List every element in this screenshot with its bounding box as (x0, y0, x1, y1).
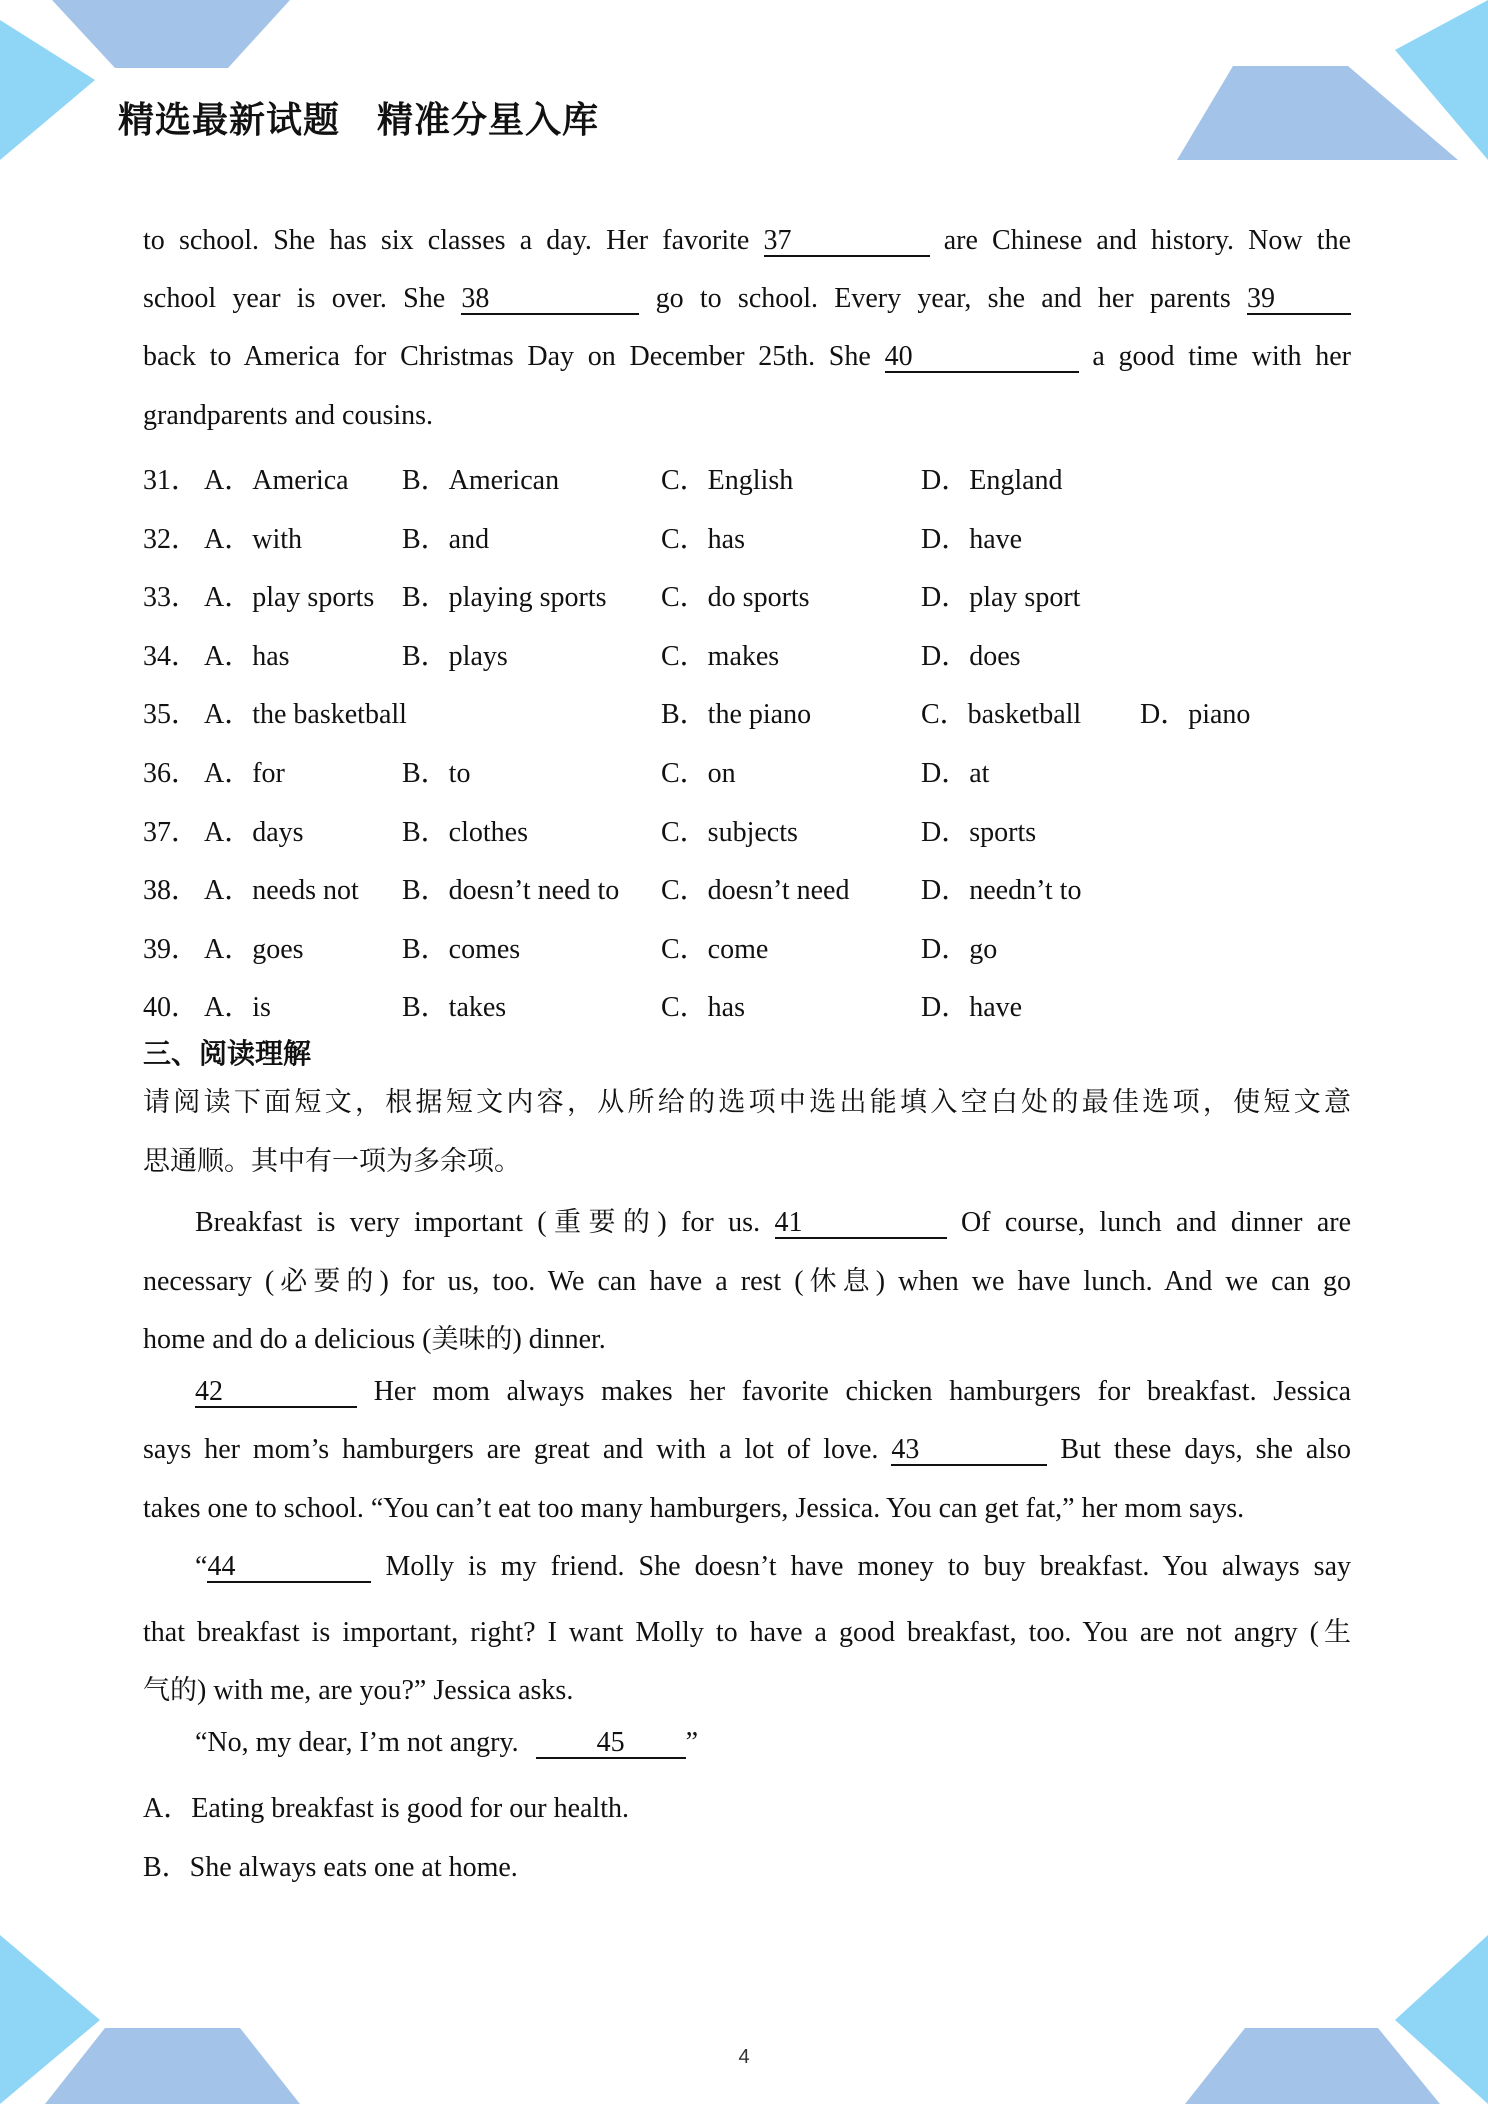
reading-gloss: 生 (1318, 1617, 1351, 1648)
option-d: D．have (921, 523, 1023, 555)
passage-text: school year is over. She (143, 283, 446, 314)
passage-line: grandparents and cousins. (143, 400, 434, 431)
passage-text: back to America for Christmas Day on December 25th. She (143, 341, 871, 372)
option-d: D．England (921, 465, 1063, 496)
top-left-triangle (0, 20, 95, 160)
reading-text: ) with me, are you?” Jessica asks. (197, 1675, 574, 1706)
reading-line (143, 1610, 1351, 1649)
passage-line (143, 225, 1351, 257)
reading-text: ) when we have lunch. And we can go (875, 1266, 1352, 1297)
option-c: C．makes (661, 640, 780, 672)
option-b: B．and (402, 523, 490, 555)
reading-line (195, 1551, 1351, 1583)
option-c: C．doesn’t need (661, 875, 850, 907)
option-c: C．English (661, 465, 794, 496)
option-a: A．America (204, 465, 349, 496)
reading-gloss: 休息 (803, 1266, 876, 1297)
option-b: B．doesn’t need to (402, 875, 620, 907)
reading-text: says her mom’s hamburgers are great and with a lot of love. (143, 1434, 879, 1465)
blank-43: 43 (891, 1435, 1047, 1466)
option-c: C．has (661, 523, 746, 555)
reading-text: Breakfast is very important ( (195, 1207, 547, 1238)
option-b: B．playing sports (402, 582, 607, 614)
option-a: A．goes (204, 933, 304, 965)
reading-text: “No, my dear, I’m not angry. (195, 1727, 519, 1758)
reading-line (195, 1200, 1351, 1239)
reading-text: But these days, she also (1060, 1434, 1352, 1465)
option-a: A．is (204, 992, 271, 1024)
option-row (143, 692, 1351, 732)
option-row (143, 751, 1351, 791)
option-d: D．piano (1140, 699, 1251, 731)
option-b: B．comes (402, 933, 521, 965)
question-number: 38． (143, 875, 200, 907)
reading-text: Molly is my friend. She doesn’t have money to buy breakfast. You always say (385, 1551, 1352, 1582)
instruction-line: 请阅读下面短文，根据短文内容，从所给的选项中选出能填入空白处的最佳选项，使短文意 (143, 1087, 1351, 1118)
option-c: C．has (661, 992, 746, 1024)
reading-line (195, 1376, 1351, 1408)
option-d: D．sports (921, 816, 1037, 848)
reading-text: that breakfast is important, right? I want Molly to have a good breakfast, too. You are not angry ( (143, 1617, 1319, 1648)
reading-gloss: 气的 (143, 1675, 197, 1706)
question-number: 40． (143, 992, 200, 1024)
instruction-line: 思通顺。其中有一项为多余项。 (143, 1146, 521, 1177)
question-number: 36． (143, 758, 200, 789)
option-b: B．plays (402, 640, 508, 672)
reading-line (195, 1727, 698, 1759)
option-b: B．to (402, 758, 471, 789)
option-a: A．days (204, 816, 304, 848)
passage-line (143, 341, 1351, 373)
option-row (143, 575, 1351, 615)
option-a: A．play sports (204, 582, 375, 614)
reading-text: ) for us. (657, 1207, 761, 1238)
question-number: 39． (143, 933, 200, 965)
option-a: A．the basketball (204, 699, 407, 731)
question-number: 33． (143, 582, 200, 614)
blank-45: 45 (536, 1728, 686, 1759)
reading-text: home and do a delicious ( (143, 1324, 432, 1355)
question-number: 35． (143, 699, 200, 731)
option-row (143, 517, 1351, 557)
reading-gloss: 美味的 (431, 1324, 513, 1355)
option-d: D．have (921, 992, 1023, 1024)
option-row (143, 927, 1351, 967)
reading-line (143, 1259, 1351, 1298)
reading-gloss: 重要的 (546, 1207, 658, 1238)
reading-line (143, 1668, 573, 1707)
option-row (143, 985, 1351, 1025)
option-d: D．at (921, 758, 990, 789)
option-row (143, 868, 1351, 908)
quote-mark: “ (195, 1551, 208, 1582)
passage-text: are Chinese and history. Now the (943, 225, 1351, 256)
blank-44: 44 (207, 1552, 371, 1583)
top-right-trapezoid (1177, 66, 1458, 160)
quote-mark: ” (685, 1727, 699, 1758)
option-c: C．basketball (921, 699, 1082, 731)
blank-40: 40 (885, 342, 1079, 373)
option-c: C．subjects (661, 816, 798, 848)
option-c: C．come (661, 933, 769, 965)
passage-line (143, 283, 1351, 315)
blank-37: 37 (764, 226, 930, 257)
option-b: B．takes (402, 992, 507, 1024)
option-b: B．American (402, 465, 560, 496)
option-d: D．play sport (921, 582, 1081, 614)
option-d: D．go (921, 933, 998, 965)
reading-line (143, 1317, 606, 1356)
option-a: A．has (204, 640, 290, 672)
question-number: 31． (143, 465, 200, 496)
option-c: C．on (661, 758, 736, 789)
option-c: C．do sports (661, 582, 810, 614)
blank-38: 38 (461, 284, 639, 315)
passage-text: a good time with her (1092, 341, 1351, 372)
passage-text: to school. She has six classes a day. Her favorite (143, 225, 750, 256)
option-a: A．needs not (204, 875, 359, 907)
option-b: B．the piano (661, 699, 812, 731)
reading-text: ) for us, too. We can have a rest ( (379, 1266, 804, 1297)
answer-option: B．She always eats one at home. (143, 1852, 518, 1883)
reading-text: necessary ( (143, 1266, 275, 1297)
header-title: 精选最新试题 精准分星入库 (118, 100, 600, 141)
option-row (143, 634, 1351, 674)
reading-text: ) dinner. (512, 1324, 606, 1355)
top-left-trapezoid (52, 0, 290, 68)
question-number: 37． (143, 816, 200, 848)
blank-39: 39 (1247, 284, 1351, 315)
reading-line (143, 1434, 1351, 1466)
reading-text: Of course, lunch and dinner are (960, 1207, 1352, 1238)
reading-line: takes one to school. “You can’t eat too many hamburgers, Jessica. You can get fat,” her mom says. (143, 1493, 1245, 1524)
option-d: D．needn’t to (921, 875, 1082, 907)
blank-41: 41 (775, 1208, 947, 1239)
section-title: 三、阅读理解 (143, 1037, 312, 1070)
question-number: 32． (143, 523, 200, 555)
reading-text: Her mom always makes her favorite chicken hamburgers for breakfast. Jessica (373, 1376, 1352, 1407)
answer-option: A．Eating breakfast is good for our health. (143, 1793, 629, 1824)
option-a: A．with (204, 523, 303, 555)
question-number: 34． (143, 640, 200, 672)
page-number: 4 (738, 2046, 750, 2068)
option-d: D．does (921, 640, 1021, 672)
option-row (143, 810, 1351, 850)
reading-gloss: 必要的 (274, 1266, 380, 1297)
option-b: B．clothes (402, 816, 528, 848)
option-a: A．for (204, 758, 285, 789)
blank-42: 42 (195, 1377, 357, 1408)
option-row (143, 458, 1351, 498)
passage-text: go to school. Every year, she and her parents (655, 283, 1231, 314)
